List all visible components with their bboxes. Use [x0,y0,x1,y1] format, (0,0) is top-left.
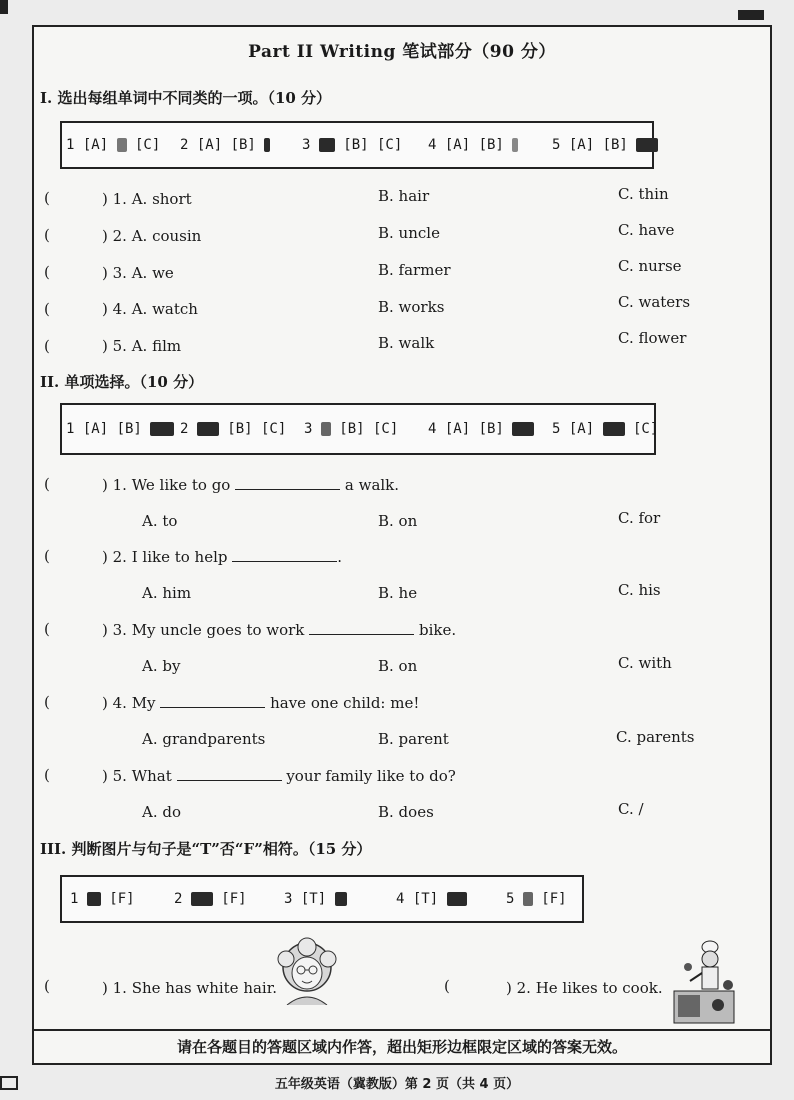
option-a: A. grandparents [142,730,266,748]
option-b: B. farmer [378,261,451,279]
section2-heading: II. 单项选择。（10 分） [40,373,204,391]
answer-blank[interactable] [160,693,265,708]
answer-blank[interactable] [177,766,282,781]
paren: ( [44,337,50,355]
option-b: B. does [378,803,434,821]
question-stem: ) 4. A. watch [102,300,198,318]
answer-bubbles-2: 2 [A] [B] [180,137,270,153]
question-stem: ) 1. A. short [102,190,192,208]
paren: ( [44,475,50,493]
option-b: B. on [378,512,418,530]
option-c: C. with [618,654,672,672]
corner-mark [0,0,8,14]
answer-bubbles-5: 5 [A] [C] [552,421,659,437]
answer-bubbles-3: 3 [B] [C] [302,137,403,153]
page-title: Part II Writing 笔试部分（90 分） [248,42,556,62]
exam-page [32,25,772,1065]
paren: ( [44,693,50,711]
paren: ( [44,300,50,318]
option-a: A. him [142,584,192,602]
option-c: C. flower [618,329,687,347]
answer-blank[interactable] [309,620,414,635]
paren: ( [44,620,50,638]
question-stem: ) 1. She has white hair. [102,979,278,997]
question-row: ) 1. We like to go a walk. [102,476,400,494]
answer-bubbles-5: 5 [F] [506,891,567,907]
section1-answer-box [60,121,654,169]
answer-bubbles-4: 4 [A] [B] [428,137,518,153]
page-footer: 五年级英语（冀教版）第 2 页（共 4 页） [274,1077,520,1092]
answer-area-notice: 请在各题目的答题区域内作答，超出矩形边框限定区域的答案无效。 [34,1029,770,1063]
option-c: C. have [618,221,675,239]
option-c: C. nurse [618,257,682,275]
option-c: C. waters [618,293,691,311]
question-row: ) 5. What your family like to do? [102,767,456,785]
question-row: ) 4. My have one child: me! [102,694,420,712]
option-b: B. walk [378,334,435,352]
option-a: A. to [142,512,178,530]
option-b: B. hair [378,187,430,205]
answer-bubbles-4: 4 [A] [B] [428,421,534,437]
chef-picture [670,939,738,1025]
question-stem: ) 3. A. we [102,264,174,282]
question-stem: ) 2. A. cousin [102,227,202,245]
answer-bubbles-1: 1 [A] [B] [66,421,174,437]
grandma-picture [272,937,342,1005]
paren: ( [444,977,450,995]
question-row: ) 2. I like to help . [102,548,343,566]
section3-answer-box [60,875,584,923]
option-a: A. do [142,803,182,821]
answer-bubbles-3: 3 [B] [C] [304,421,399,437]
option-b: B. uncle [378,224,440,242]
option-c: C. thin [618,185,669,203]
paren: ( [44,547,50,565]
question-stem: ) 2. He likes to cook. [506,979,663,997]
answer-blank[interactable] [232,547,337,562]
option-a: A. by [142,657,181,675]
option-b: B. on [378,657,418,675]
option-c: C. his [618,581,661,599]
paren: ( [44,766,50,784]
answer-bubbles-4: 4 [T] [396,891,467,907]
answer-bubbles-3: 3 [T] [284,891,347,907]
question-row: ) 3. My uncle goes to work bike. [102,621,457,639]
paren: ( [44,977,50,995]
option-b: B. works [378,298,445,316]
paren: ( [44,263,50,281]
section2-answer-box [60,403,659,455]
answer-bubbles-2: 2 [B] [C] [180,421,287,437]
option-c: C. / [618,800,644,818]
paren: ( [44,189,50,207]
answer-bubbles-5: 5 [A] [B] [552,137,658,153]
answer-bubbles-1: 1 [A] [C] [66,137,161,153]
option-c: C. for [618,509,661,527]
option-b: B. parent [378,730,449,748]
section3-heading: III. 判断图片与句子是“T”否“F”相符。（15 分） [40,840,372,858]
answer-bubbles-1: 1 [F] [70,891,135,907]
question-stem: ) 5. A. film [102,337,182,355]
option-b: B. he [378,584,418,602]
answer-bubbles-2: 2 [F] [174,891,247,907]
section1-heading: I. 选出每组单词中不同类的一项。（10 分） [40,89,332,107]
paren: ( [44,226,50,244]
corner-mark [738,10,764,20]
answer-blank[interactable] [235,475,340,490]
option-c: C. parents [616,728,695,746]
